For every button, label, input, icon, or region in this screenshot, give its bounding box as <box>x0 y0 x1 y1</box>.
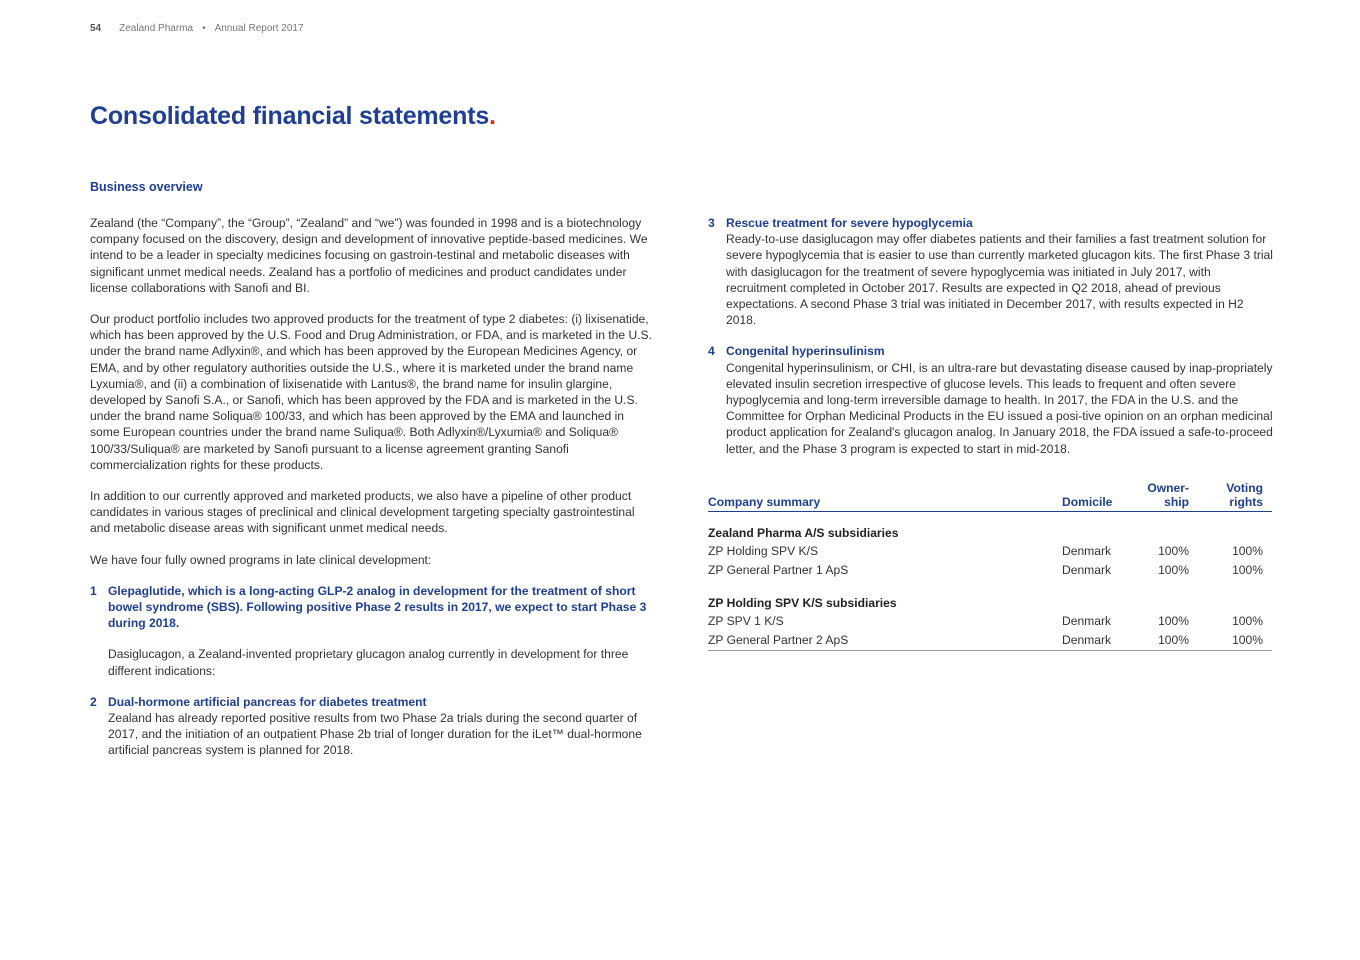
cell-domicile: Denmark <box>1062 631 1142 651</box>
program-item <box>90 694 656 759</box>
cell-voting: 100% <box>1198 631 1272 651</box>
table-header-row <box>708 481 1272 512</box>
page-title-text: Consolidated financial statements <box>90 102 490 130</box>
table-row <box>708 631 1272 651</box>
cell-ownership: 100% <box>1158 563 1189 578</box>
group-name: Zealand Pharma A/S subsidiaries <box>708 525 899 540</box>
program-item <box>708 343 1274 456</box>
group-name: ZP Holding SPV K/S subsidiaries <box>708 595 897 610</box>
program-number: 1 <box>90 583 97 598</box>
left-column <box>90 180 656 774</box>
paragraph: Zealand (the “Company”, the “Group”, “Zealand” and “we”) was founded in 1998 and is a biotechnology company focused on the discovery, design and development of innovative peptide-based medicines. We intend to be a leader in specialty medicines focusing on gastroin-testinal and metabolic diseases with significant unmet medical needs. Zealand has a portfolio of medicines and product candidates under license collaborations with Sanofi and BI. <box>90 216 648 295</box>
program-number: 2 <box>90 694 97 709</box>
program-number: 4 <box>708 344 715 359</box>
cell-domicile: Denmark <box>1062 563 1112 578</box>
cell-voting: 100% <box>1232 614 1263 629</box>
program-text: Congenital hyperinsulinism, or CHI, is an ultra-rare but devastating disease caused by inap-propriately elevated insulin secretion irrespective of glucose levels. This leads to frequent and often severe hypoglycemia and long-term irreversible damage to health. In 2017, the FDA in the U.S. and the Committee for Orphan Medicinal Products in the EU issued a posi-tive opinion on an orphan medicinal product application for Zealand's glucagon analog. In January 2018, the FDA issued a safe-to-proceed letter, and the Phase 3 program is expected to start in mid-2018. <box>726 360 1273 456</box>
cell-voting: 100% <box>1232 563 1263 578</box>
header-report: Annual Report 2017 <box>214 23 304 34</box>
program-title: Congenital hyperinsulinism <box>726 344 885 359</box>
page-number: 54 <box>90 23 102 34</box>
program-item <box>90 583 656 632</box>
header-company: Zealand Pharma <box>119 23 194 34</box>
program-title: Glepaglutide, which is a long-acting GLP-2 analog in development for the treatment of short bowel syndrome (SBS). Following positive Phase 2 results in 2017, we expect to start Phase 3 during 2018. <box>108 583 647 631</box>
table-row <box>708 612 1272 631</box>
company-summary-table <box>708 481 1272 652</box>
program-intro: Dasiglucagon, a Zealand-invented proprietary glucagon analog currently in development for three different indications: <box>108 647 629 678</box>
program-item <box>708 215 1274 328</box>
paragraph: Our product portfolio includes two approved products for the treatment of type 2 diabetes: (i) lixisenatide, which has been approved by the U.S. Food and Drug Administration, or FDA, and is marketed in the U.S. under the brand name Adlyxin®, and which has been approved by the European Medicines Agency, or EMA, and by other regulatory authorities outside the U.S., where it is marketed under the brand name Lyxumia®, and (ii) a combination of lixisenatide with Lantus®, the brand name for insulin glargine, developed by Sanofi S.A., or Sanofi, which has been approved by the FDA and is marketed in the U.S. under the brand name Soliqua® 100/33, and which has been approved by the EMA and launched in some European countries under the brand name Suliqua®. Both Adlyxin®/Lyxumia® and Soliqua® 100/33/Suliqua® are marketed by Sanofi pursuant to a license agreement granting Sanofi commercialization rights for these products. <box>90 312 652 472</box>
group-row <box>708 580 1272 613</box>
column-header-voting-rights: Voting rights <box>1198 481 1272 512</box>
right-column <box>708 215 1274 651</box>
cell-voting: 100% <box>1232 544 1263 559</box>
paragraph: In addition to our currently approved and marketed products, we also have a pipeline of other product candidates in various stages of preclinical and clinical development targeting specialty gastrointestinal and metabolic disease areas with significant unmet medical needs. <box>90 489 635 536</box>
header-separator: • <box>202 23 206 34</box>
cell-ownership: 100% <box>1158 614 1189 629</box>
program-text: Ready-to-use dasiglucagon may offer diabetes patients and their families a fast treatment solution for severe hypoglycemia that is easier to use than currently marketed glucagon kits. The first Phase 3 trial with dasiglucagon for the treatment of severe hypoglycemia was initiated in July 2017, with recruitment completed in October 2017. Results are expected in Q2 2018, ahead of previous expectations. A second Phase 3 trial was initiated in December 2017, with results expected in H2 2018. <box>726 232 1273 328</box>
program-number: 3 <box>708 216 715 230</box>
page-header <box>90 23 304 34</box>
cell-ownership: 100% <box>1142 631 1198 651</box>
cell-company: ZP General Partner 1 ApS <box>708 563 849 578</box>
table-row <box>708 542 1272 561</box>
column-header-domicile: Domicile <box>1062 481 1142 512</box>
cell-company: ZP SPV 1 K/S <box>708 614 784 629</box>
title-accent-dot: . <box>489 102 496 130</box>
column-header-company: Company summary <box>708 481 1062 512</box>
group-row <box>708 511 1272 542</box>
cell-company: ZP Holding SPV K/S <box>708 544 819 559</box>
cell-company: ZP General Partner 2 ApS <box>708 631 1062 651</box>
cell-domicile: Denmark <box>1062 544 1112 559</box>
column-header-ownership: Owner- ship <box>1142 481 1198 512</box>
section-heading: Business overview <box>90 180 203 194</box>
program-title: Rescue treatment for severe hypoglycemia <box>726 216 973 230</box>
cell-ownership: 100% <box>1158 544 1189 559</box>
program-title: Dual-hormone artificial pancreas for diabetes treatment <box>108 694 427 709</box>
program-text: Zealand has already reported positive results from two Phase 2a trials during the second quarter of 2017, and the initiation of an outpatient Phase 2b trial of longer duration for the iLet™ dual-hormone artificial pancreas system is planned for 2018. <box>108 711 642 758</box>
table-row <box>708 561 1272 580</box>
cell-domicile: Denmark <box>1062 614 1112 629</box>
paragraph: We have four fully owned programs in late clinical development: <box>90 552 432 567</box>
page-title <box>90 102 496 131</box>
